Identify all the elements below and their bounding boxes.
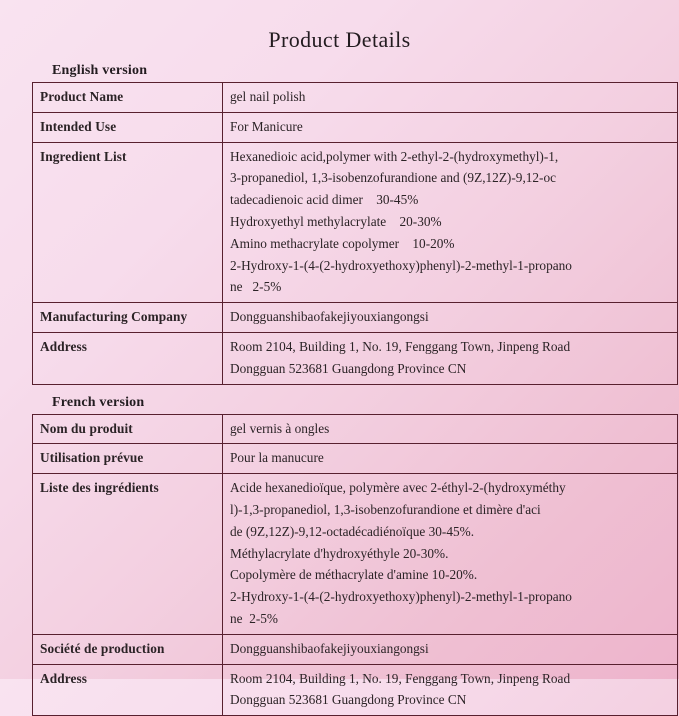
value-line: Hydroxyethyl methylacrylate 20-30% [230,213,442,229]
table-row [33,112,678,142]
english-table-wrapper [32,82,647,385]
row-value [223,83,678,113]
section-label-french: French version [52,394,145,410]
value-line: 2-Hydroxy-1-(4-(2-hydroxyethoxy)phenyl)-2-methyl-1-propano [230,589,572,605]
table-row [33,444,678,474]
value-line: Room 2104, Building 1, No. 19, Fenggang Town, Jinpeng Road [230,670,571,686]
row-value [223,112,678,142]
table-row [33,634,678,664]
row-value [223,474,678,635]
table-row [33,303,678,333]
section-label-english: English version [52,63,148,78]
value-line: ne 2-5% [230,279,282,295]
row-value [223,414,678,444]
value-line: l)-1,3-propanediol, 1,3-isobenzofurandione et dimère d'aci [230,501,541,517]
table-row [33,83,678,113]
french-table-wrapper [32,414,647,716]
row-key: Address [33,664,223,716]
value-line: Amino methacrylate copolymer 10-20% [230,235,455,251]
french-table-body [33,414,678,716]
table-row [33,414,678,444]
page-title: Product Details [268,27,411,52]
table-row [33,332,678,384]
value-line: Méthylacrylate d'hydroxyéthyle 20-30%. [230,545,449,561]
value-line: For Manicure [230,118,303,134]
french-spec-table [32,414,678,716]
row-key: Manufacturing Company [33,303,223,333]
value-line: gel nail polish [230,89,306,104]
table-row [33,142,678,303]
row-key: Liste des ingrédients [33,474,223,635]
value-line: Dongguan 523681 Guangdong Province CN [230,360,467,376]
value-line: Hexanedioic acid,polymer with 2-ethyl-2-(hydroxymethyl)-1, [230,148,559,164]
row-value [223,332,678,384]
row-key: Ingredient List [33,142,223,303]
value-line: 2-Hydroxy-1-(4-(2-hydroxyethoxy)phenyl)-2-methyl-1-propano [230,257,572,273]
row-key: Intended Use [33,112,223,142]
row-value [223,664,678,716]
row-key: Utilisation prévue [33,444,223,474]
row-key: Product Name [33,83,223,113]
row-key: Nom du produit [33,414,223,444]
value-line: Pour la manucure [230,450,324,466]
value-line: Dongguanshibaofakejiyouxiangongsi [230,309,429,325]
row-value [223,303,678,333]
value-line: Room 2104, Building 1, No. 19, Fenggang Town, Jinpeng Road [230,338,571,354]
table-row [33,474,678,635]
english-table-body [33,83,678,385]
row-value [223,142,678,303]
english-spec-table [32,82,678,385]
value-line: Dongguanshibaofakejiyouxiangongsi [230,640,429,656]
value-line: Dongguan 523681 Guangdong Province CN [230,692,467,708]
section-english [32,53,647,385]
value-line: Copolymère de méthacrylate d'amine 10-20%. [230,567,478,583]
section-french [32,385,647,716]
table-row [33,664,678,716]
value-line: tadecadienoic acid dimer 30-45% [230,192,419,208]
row-key: Société de production [33,634,223,664]
row-key: Address [33,332,223,384]
value-line: ne 2-5% [230,610,278,626]
value-line: gel vernis à ongles [230,420,330,436]
value-line: 3-propanediol, 1,3-isobenzofurandione and (9Z,12Z)-9,12-oc [230,170,557,186]
value-line: de (9Z,12Z)-9,12-octadécadiénoïque 30-45%. [230,523,475,539]
row-value [223,444,678,474]
value-line: Acide hexanedioïque, polymère avec 2-éthyl-2-(hydroxyméthy [230,480,566,496]
row-value [223,634,678,664]
